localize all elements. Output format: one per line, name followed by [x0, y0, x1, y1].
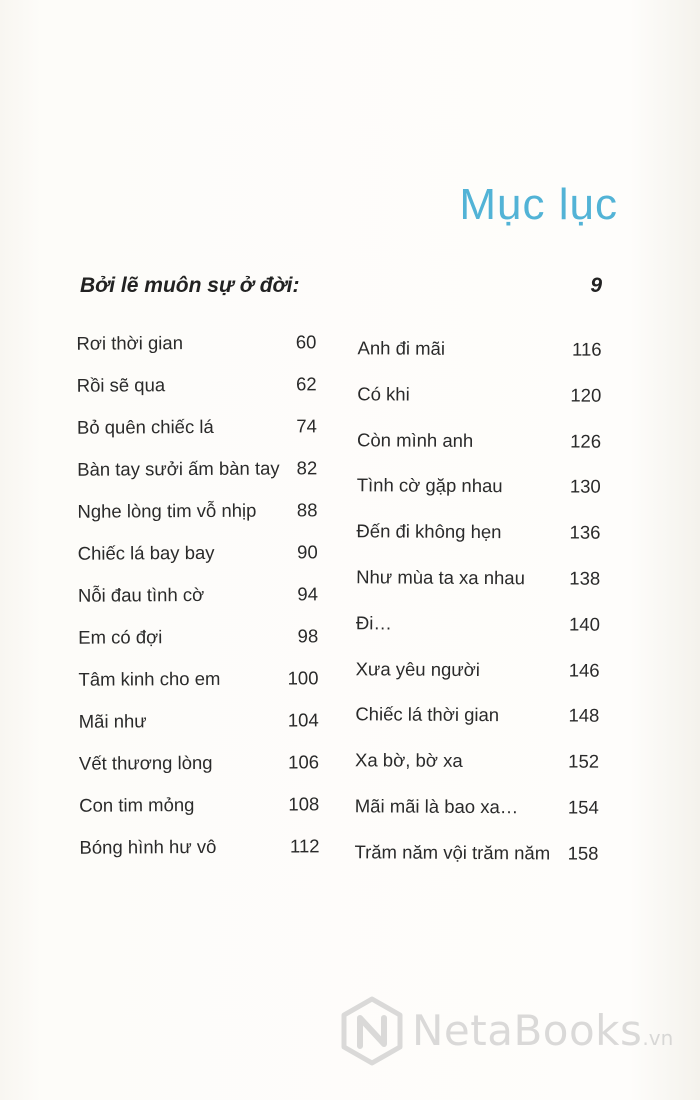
toc-entry — [357, 471, 601, 518]
toc-entry-page: 152 — [568, 750, 600, 772]
toc-entry-page: 100 — [287, 667, 319, 689]
toc-entry-page: 60 — [295, 331, 317, 353]
toc-entry-page: 62 — [296, 373, 317, 395]
toc-left-column — [76, 327, 319, 874]
toc-entry-title: Em có đợi — [78, 626, 163, 648]
toc-entry-title: Anh đi mãi — [357, 337, 446, 359]
toc-entry-page: 138 — [569, 567, 601, 589]
netabooks-logo-icon — [340, 996, 404, 1066]
toc-entry-page: 154 — [567, 796, 599, 818]
toc-entry-title: Mãi mãi là bao xa… — [354, 795, 519, 818]
toc-entry-title: Bỏ quên chiếc lá — [76, 415, 214, 438]
toc-entry — [355, 745, 599, 792]
toc-entry — [357, 379, 601, 426]
toc-entry-title: Trăm năm vội trăm năm — [354, 841, 551, 864]
toc-entry-title: Đi… — [355, 612, 392, 634]
toc-entry-title: Còn mình anh — [356, 428, 474, 451]
toc-entry — [355, 791, 599, 838]
toc-entry — [77, 453, 317, 496]
toc-entry-page: 82 — [296, 457, 318, 479]
watermark-brand: NetaBooks — [412, 1006, 643, 1055]
toc-entry — [77, 411, 317, 454]
toc-entry — [355, 654, 599, 701]
watermark-text — [412, 1006, 673, 1055]
toc-entry-page: 148 — [568, 704, 600, 727]
toc-entry — [357, 333, 601, 380]
section-heading-page: 9 — [590, 274, 602, 297]
watermark-suffix: .vn — [642, 1026, 674, 1050]
toc-right-column — [354, 333, 601, 884]
toc-entry — [355, 700, 599, 747]
toc-entry-page: 104 — [287, 709, 319, 731]
toc-entry-page: 108 — [288, 793, 320, 815]
toc-entry-title: Có khi — [357, 383, 410, 405]
toc-entry — [77, 369, 317, 412]
toc-entry-page: 158 — [567, 842, 599, 864]
toc-entry-title: Xưa yêu người — [355, 657, 481, 680]
toc-entry-title: Mãi như — [78, 710, 147, 732]
toc-entry-title: Tình cờ gặp nhau — [356, 474, 503, 497]
toc-entry-title: Bóng hình hư vô — [79, 835, 217, 858]
toc-entry-title: Chiếc lá thời gian — [355, 703, 500, 726]
toc-entry-page: 88 — [296, 499, 318, 521]
toc-entry-title: Nỗi đau tình cờ — [77, 583, 205, 606]
toc-entry-title: Rồi sẽ qua — [76, 374, 166, 396]
toc-entry — [78, 663, 318, 706]
toc-entry-page: 120 — [570, 384, 602, 406]
toc-entry-title: Đến đi không hẹn — [356, 520, 502, 543]
toc-entry — [357, 425, 601, 472]
toc-entry — [78, 621, 318, 664]
toc-entry-page: 140 — [568, 613, 600, 635]
toc-entry-page: 126 — [570, 430, 602, 452]
toc-entry-title: Rơi thời gian — [76, 332, 184, 354]
toc-entry-title: Như mùa ta xa nhau — [356, 566, 525, 589]
toc-entry-page: 116 — [572, 338, 602, 360]
toc-entry-page: 74 — [296, 415, 317, 437]
toc-entry-page: 146 — [568, 659, 600, 681]
toc-entry-title: Xa bờ, bờ xa — [355, 749, 463, 772]
toc-entry — [356, 608, 600, 655]
toc-entry — [79, 705, 319, 748]
toc-entry — [77, 495, 317, 538]
toc-entry-page: 90 — [297, 541, 318, 563]
toc-entry — [79, 831, 319, 874]
toc-entry-page: 94 — [297, 583, 319, 605]
section-heading-title: Bởi lẽ muôn sự ở đời: — [80, 274, 300, 297]
toc-entry — [78, 579, 318, 622]
page-title: Mục lục — [459, 180, 618, 229]
toc-entry — [79, 747, 319, 790]
toc-entry — [356, 562, 600, 609]
toc-entry-page: 130 — [569, 475, 601, 498]
toc-entry-title: Con tim mỏng — [79, 794, 195, 816]
toc-entry — [79, 789, 319, 832]
toc-entry-title: Nghe lòng tim vỗ nhịp — [77, 499, 257, 522]
toc-entry-page: 106 — [288, 751, 320, 773]
toc-entry — [356, 516, 600, 563]
watermark — [340, 996, 690, 1066]
toc-entry-page: 98 — [297, 625, 319, 647]
toc-entry-page: 112 — [289, 835, 320, 857]
toc-entry-title: Vết thương lòng — [78, 751, 213, 774]
toc-entry-page: 136 — [569, 521, 601, 543]
toc-entry — [78, 537, 318, 580]
toc-entry — [354, 837, 598, 884]
toc-entry-title: Bàn tay sưởi ấm bàn tay — [77, 457, 280, 480]
toc-entry-title: Chiếc lá bay bay — [77, 541, 215, 564]
toc-entry — [76, 327, 316, 370]
toc-entry-title: Tâm kinh cho em — [78, 667, 221, 690]
